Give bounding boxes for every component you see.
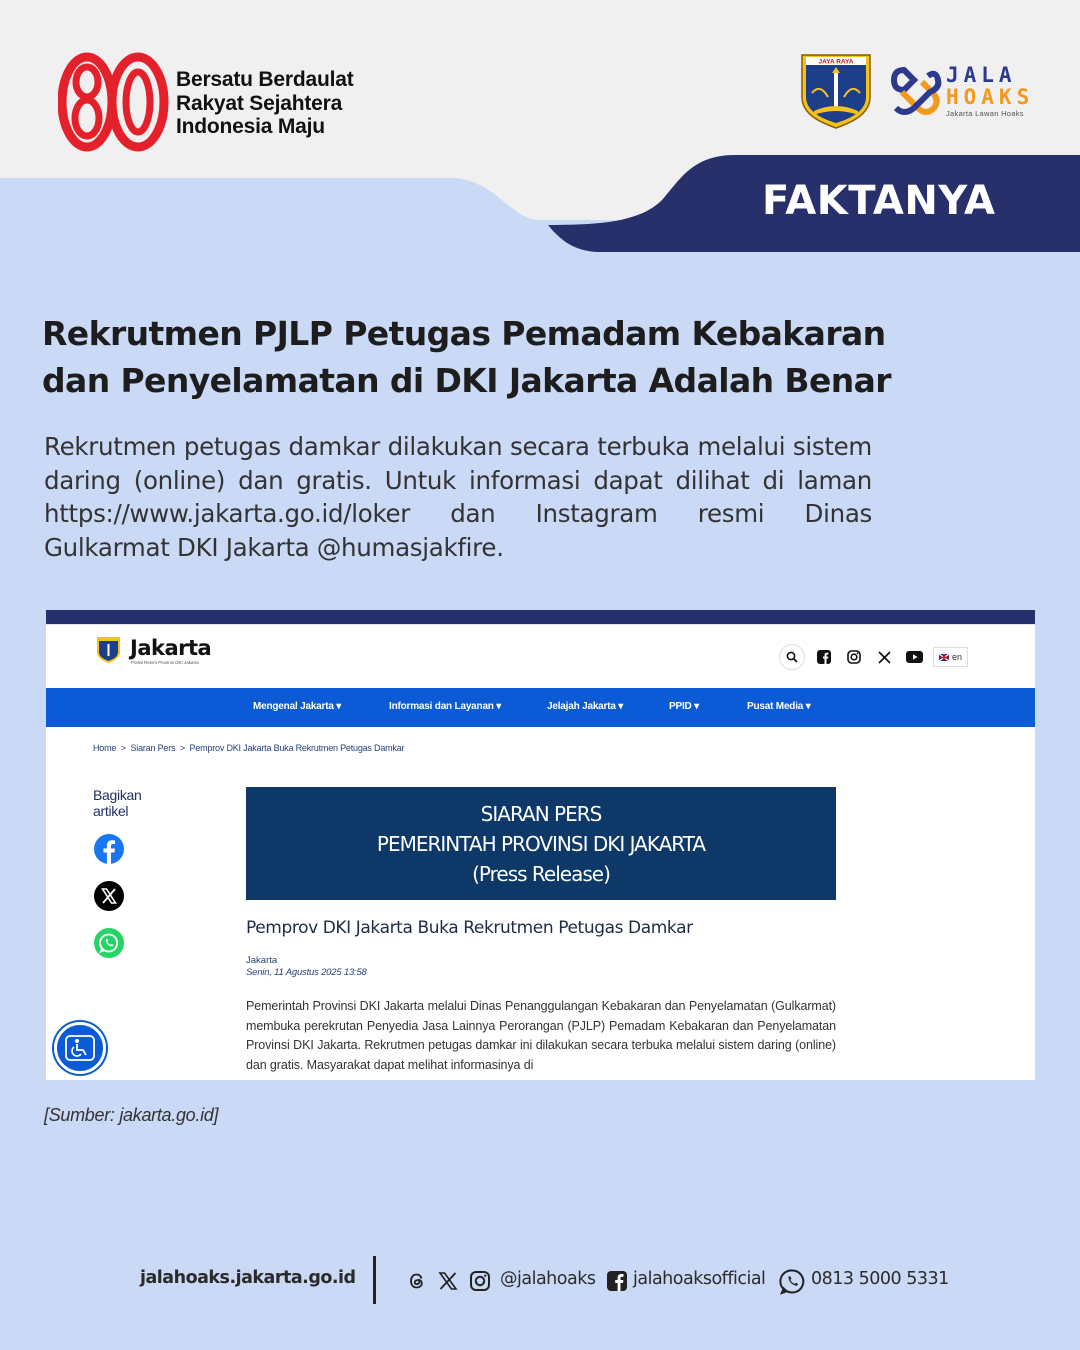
share-facebook-icon[interactable] [93,833,125,865]
footer-phone[interactable]: 0813 5000 5331 [811,1269,949,1289]
brand-subtitle: Jakarta Lawan Hoaks [946,109,1024,118]
nav-ppid[interactable]: PPID ▾ [669,701,699,712]
press-release-banner: SIARAN PERS PEMERINTAH PROVINSI DKI JAKARTA (Press Release) [246,787,836,900]
breadcrumb[interactable]: Home > Siaran Pers > Pemprov DKI Jakarta Buka Rekrutmen Petugas Damkar [93,743,405,753]
share-whatsapp-icon[interactable] [93,927,125,959]
facebook-icon[interactable] [813,646,835,668]
jakarta-crest-icon [96,636,121,664]
article-location: Jakarta [246,955,278,966]
instagram-icon[interactable] [843,646,865,668]
site-topbar [46,610,1035,624]
headline: Rekrutmen PJLP Petugas Pemadam Kebakaran dan Penyelamatan di DKI Jakarta Adalah Benar [42,314,891,400]
site-title[interactable]: Jakarta [130,636,212,660]
nav-mengenal-jakarta[interactable]: Mengenal Jakarta ▾ [253,701,342,712]
article-body: Pemerintah Provinsi DKI Jakarta melalui Dinas Penanggulangan Kebakaran dan Penyelamatan (Gulkarmat) membuka perekrutan Penyedia Jasa Lainnya Perorangan (PJLP) Pemadam Kebakaran dan Penyelamatan Provinsi DKI Jakarta. Rekrutmen petugas damkar ini dilakukan secara terbuka melalui sistem daring (online) dan gratis. Masyarakat dapat melihat informasinya di [246,999,836,1072]
source-note: [Sumber: jakarta.go.id] [44,1105,219,1125]
whatsapp-icon[interactable] [779,1268,806,1295]
wheelchair-icon [65,1035,95,1061]
footer-facebook[interactable]: jalahoaksofficial [633,1269,766,1289]
nav-pusat-media[interactable]: Pusat Media ▾ [747,701,811,712]
footer-divider [373,1256,376,1304]
site-subtitle: Portal Resmi Provinsi DKI Jakarta [131,660,199,665]
article-date: Senin, 11 Agustus 2025 13:58 [246,967,367,978]
x-twitter-icon[interactable] [873,646,895,668]
crest-text: JAYA RAYA [818,58,854,66]
website-screenshot [46,610,1035,1080]
language-selector[interactable] [933,647,968,667]
language-label: en [952,652,963,662]
instagram-icon[interactable] [469,1270,491,1292]
threads-icon[interactable] [406,1270,428,1292]
accessibility-button[interactable] [54,1022,106,1074]
dki-jakarta-crest [800,53,872,129]
share-label: Bagikan artikel [93,787,142,819]
footer-handle[interactable]: @jalahoaks [500,1269,596,1289]
nav-informasi-layanan[interactable]: Informasi dan Layanan ▾ [389,701,502,712]
youtube-icon[interactable] [903,646,925,668]
search-icon[interactable] [779,644,805,670]
brand-hoaks: HOAKS [946,85,1035,109]
site-navbar [46,688,1035,727]
site-social-row [779,643,968,671]
site-header [46,624,1035,688]
tagline: Bersatu Berdaulat Rakyat Sejahtera Indonesia Maju [176,68,354,138]
summary-text: Rekrutmen petugas damkar dilakukan secara terbuka melalui sistem daring (online) dan gratis. Untuk informasi dapat dilihat di laman https://www.jakarta.go.id/loker dan Instagram resmi Dinas Gulkarmat DKI Jakarta @humasjakfire. [44,432,872,562]
article-title: Pemprov DKI Jakarta Buka Rekrutmen Petugas Damkar [246,918,693,938]
jala-hoaks-logo-icon [888,66,942,118]
anniversary-80-logo [58,52,170,152]
footer-website[interactable]: jalahoaks.jakarta.go.id [140,1268,356,1288]
x-twitter-icon[interactable] [437,1270,459,1292]
faktanya-label: FAKTANYA [762,178,996,224]
brand-jala: JALA [946,63,1017,87]
facebook-icon[interactable] [606,1270,628,1292]
nav-jelajah-jakarta[interactable]: Jelajah Jakarta ▾ [547,701,624,712]
share-x-icon[interactable] [93,880,125,912]
uk-flag-icon [939,654,949,661]
